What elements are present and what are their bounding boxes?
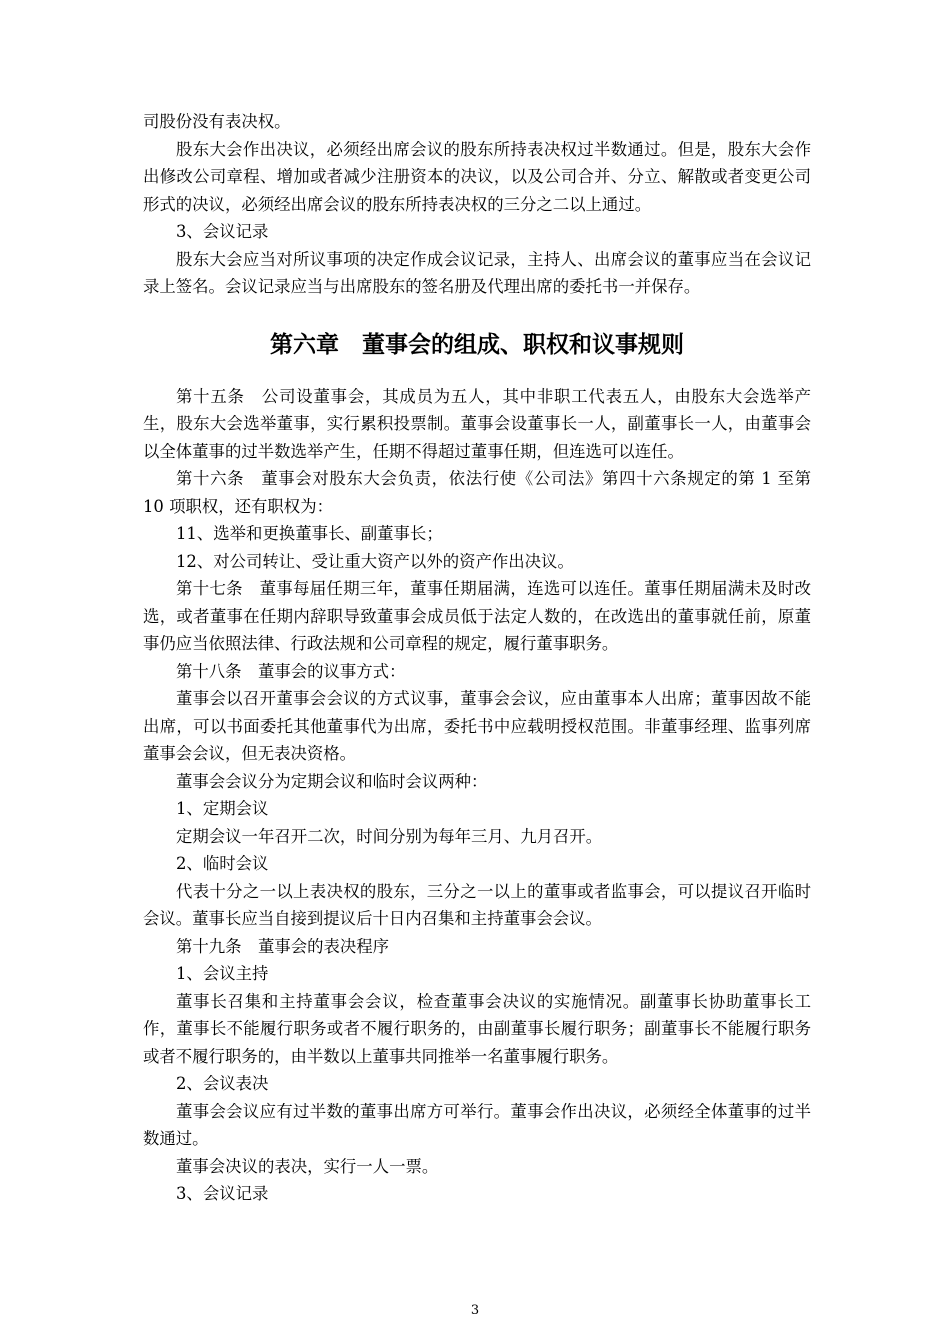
paragraph: 董事会决议的表决，实行一人一票。 [176,1156,439,1176]
paragraph: 1、会议主持 [176,964,269,983]
section-continuation [143,108,811,301]
paragraph: 3、会议记录 [176,222,269,241]
paragraph: 第十八条 董事会的议事方式： [176,661,406,681]
page-number: 3 [470,1303,480,1318]
paragraph: 董事会以召开董事会会议的方式议事，董事会会议，应由董事本人出席；董事因故不能出席，可以书面委托其他董事代为出席，委托书中应载明授权范围。非董事经理、监事列席董事会会议，但无表决资格。 [143,689,811,763]
paragraph: 第十七条 董事每届任期三年，董事任期届满，连选可以连任。董事任期届满未及时改选，或者董事在任期内辞职导致董事会成员低于法定人数的，在改选出的董事就任前，原董事仍应当依照法律、行政法规和公司章程的规定，履行董事职务。 [143,579,811,653]
paragraph: 董事会会议应有过半数的董事出席方可举行。董事会作出决议，必须经全体董事的过半数通过。 [143,1101,811,1148]
chapter-title: 第六章 董事会的组成、职权和议事规则 [270,331,684,358]
paragraph: 董事会会议分为定期会议和临时会议两种： [176,771,488,791]
paragraph: 代表十分之一以上表决权的股东，三分之一以上的董事或者监事会，可以提议召开临时会议。董事长应当自接到提议后十日内召集和主持董事会会议。 [143,881,811,928]
paragraph: 12、对公司转让、受让重大资产以外的资产作出决议。 [176,551,574,571]
paragraph: 定期会议一年召开二次，时间分别为每年三月、九月召开。 [176,826,603,846]
page-content [143,108,811,1208]
paragraph: 第十九条 董事会的表决程序 [176,936,390,956]
paragraph: 11、选举和更换董事长、副董事长； [176,524,443,543]
paragraph: 2、临时会议 [176,854,269,873]
paragraph: 股东大会应当对所议事项的决定作成会议记录，主持人、出席会议的董事应当在会议记录上签名。会议记录应当与出席股东的签名册及代理出席的委托书一并保存。 [143,249,811,296]
paragraph: 司股份没有表决权。 [143,112,291,131]
paragraph: 第十五条 公司设董事会，其成员为五人，其中非职工代表五人，由股东大会选举产生，股东大会选举董事，实行累积投票制。董事会设董事长一人，副董事长一人，由董事会以全体董事的过半数选举产生，任期不得超过董事任期，但连选可以连任。 [143,386,811,461]
chapter-body [143,383,811,1208]
paragraph: 3、会议记录 [176,1184,269,1203]
paragraph: 1、定期会议 [176,799,269,818]
paragraph: 股东大会作出决议，必须经出席会议的股东所持表决权过半数通过。但是，股东大会作出修改公司章程、增加或者减少注册资本的决议，以及公司合并、分立、解散或者变更公司形式的决议，必须经出席会议的股东所持表决权的三分之二以上通过。 [143,139,811,214]
paragraph: 第十六条 董事会对股东大会负责，依法行使《公司法》第四十六条规定的第 1 至第 10 项职权，还有职权为： [143,469,811,516]
paragraph: 董事长召集和主持董事会会议，检查董事会决议的实施情况。副董事长协助董事长工作，董事长不能履行职务或者不履行职务的，由副董事长履行职务；副董事长不能履行职务或者不履行职务的，由半数以上董事共同推举一名董事履行职务。 [143,991,811,1066]
paragraph: 2、会议表决 [176,1074,269,1093]
